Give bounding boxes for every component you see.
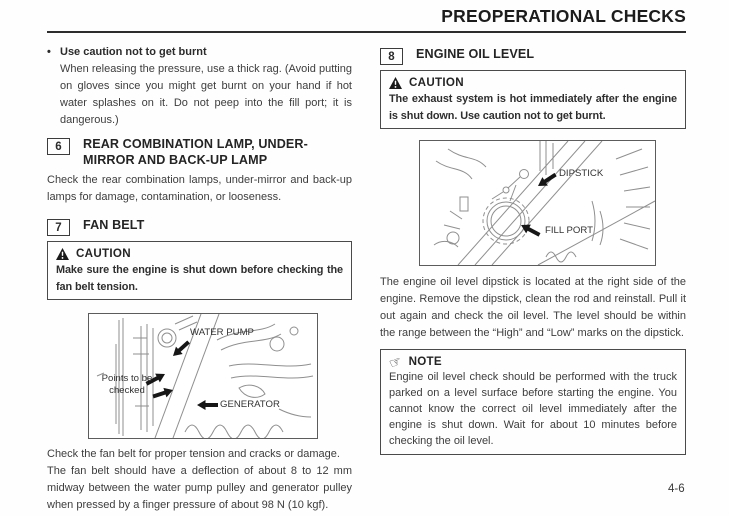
page-number: 4-6: [668, 483, 685, 495]
bullet-icon: •: [47, 46, 51, 58]
note-label: NOTE: [408, 355, 442, 368]
burn-caution-body: When releasing the pressure, use a thick rag. (Avoid putting on gloves since you might get burnt on your hand if hot water splashes on it. Do not peep into the fill port; it is dangerous.): [60, 63, 352, 126]
section-heading-rear-lamp: [47, 137, 352, 168]
rear-lamp-body: Check the rear combination lamps, under-mirror and back-up lamps for damage, contamination, or looseness.: [47, 174, 352, 203]
fan-belt-caution-box: [47, 241, 352, 300]
left-column: [47, 44, 352, 514]
engine-oil-line-art: [420, 141, 655, 265]
engine-oil-caution-body: The exhaust system is hot immediately after the engine is shut down. Use caution not to get burnt.: [389, 93, 677, 122]
fan-belt-body-line1: Check the fan belt for proper tension and cracks or damage.: [47, 448, 340, 460]
fan-belt-body-line2: The fan belt should have a deflection of about 8 to 12 mm midway between the water pump pulley and generator pulley when pressed by a finger pressure of about 98 N (10 kgf).: [47, 465, 352, 511]
section-number-box: 8: [380, 48, 403, 65]
section-title-engine-oil: ENGINE OIL LEVEL: [416, 47, 535, 61]
fill-port-label: FILL PORT: [545, 225, 593, 236]
burn-caution-item: [47, 44, 352, 129]
right-column: [380, 47, 686, 455]
fill-port-arrow-icon: [519, 221, 542, 240]
water-pump-arrow-icon: [170, 338, 192, 359]
generator-arrow-icon: [197, 400, 218, 410]
caution-triangle-icon: [56, 248, 69, 260]
caution-label: CAUTION: [409, 76, 464, 89]
section-number-box: 7: [47, 219, 70, 236]
header-rule: [47, 31, 686, 33]
caution-label: CAUTION: [76, 247, 131, 260]
section-title-fan-belt: FAN BELT: [83, 218, 145, 232]
engine-oil-figure: [419, 140, 656, 266]
note-hand-icon: ☞: [386, 351, 405, 372]
engine-oil-caution-box: [380, 70, 686, 129]
engine-oil-body: The engine oil level dipstick is located at the right side of the engine. Remove the dipstick, clean the rod and reinstall. Pull it out again and check the oil level. The level should be within the range between the “High” and “Low” marks on the dipstick.: [380, 276, 686, 339]
fan-belt-caution-body: Make sure the engine is shut down before checking the fan belt tension.: [56, 264, 343, 293]
dipstick-label: DIPSTICK: [559, 168, 604, 179]
fan-belt-figure: [88, 313, 318, 439]
generator-label: GENERATOR: [220, 399, 280, 410]
engine-oil-note-box: [380, 349, 686, 455]
points-checked-label: Points to be checked: [101, 373, 153, 396]
section-heading-engine-oil: [380, 47, 686, 65]
section-title-rear-lamp: REAR COMBINATION LAMP, UNDER-MIRROR AND BACK-UP LAMP: [83, 137, 308, 167]
engine-oil-note-body: Engine oil level check should be performed with the truck parked on a level surface before starting the engine. You cannot know the correct oil level immediately after the engine is shut down. Wait for about 10 minutes before checking the oil level.: [389, 371, 677, 447]
section-heading-fan-belt: [47, 218, 352, 236]
caution-triangle-icon: [389, 77, 402, 89]
section-number-box: 6: [47, 138, 70, 155]
water-pump-label: WATER PUMP: [190, 327, 254, 338]
page-title: PREOPERATIONAL CHECKS: [441, 6, 686, 26]
burn-caution-title: Use caution not to get burnt: [60, 46, 207, 58]
